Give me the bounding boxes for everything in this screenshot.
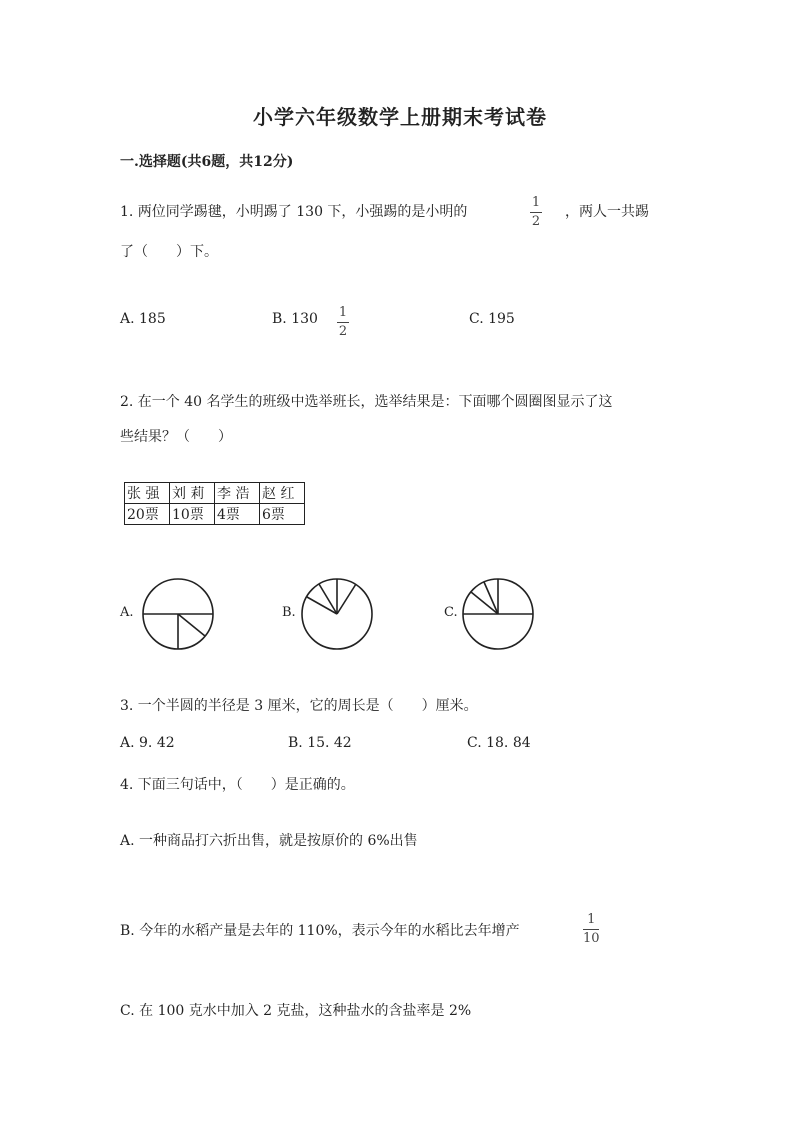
table-cell: 10票 [170, 504, 215, 525]
votes-table [124, 482, 305, 525]
fraction-bar [583, 929, 599, 930]
question-3-option-c: C. 18. 84 [467, 735, 531, 751]
question-4-option-c: C. 在 100 克水中加入 2 克盐，这种盐水的含盐率是 2% [120, 1003, 472, 1019]
question-1-option-b-fraction [337, 306, 349, 339]
question-4-option-b: B. 今年的水稻产量是去年的 110%，表示今年的水稻比去年增产 [120, 923, 520, 939]
question-1-fraction [530, 196, 542, 229]
pie-chart-b [299, 576, 375, 652]
fraction-denominator: 2 [338, 324, 348, 339]
fraction-numerator: 1 [531, 195, 541, 210]
table-cell: 20票 [125, 504, 170, 525]
fraction-denominator: 10 [583, 931, 600, 946]
question-3-option-b: B. 15. 42 [288, 735, 352, 751]
question-3-option-a: A. 9. 42 [120, 735, 175, 751]
section-heading: 一.选择题(共6题，共12分) [120, 154, 294, 170]
pie-chart-c [460, 576, 536, 652]
question-1-option-c: C. 195 [469, 311, 515, 327]
question-1-line1-end: ，两人一共踢 [565, 204, 649, 220]
table-cell: 刘 莉 [170, 483, 215, 504]
table-cell: 张 强 [125, 483, 170, 504]
table-cell: 赵 红 [260, 483, 305, 504]
question-2-line2: 些结果？（ ） [120, 429, 232, 445]
pie-chart-a [140, 576, 216, 652]
table-cell: 4票 [215, 504, 260, 525]
question-4-option-b-fraction [583, 913, 600, 946]
fraction-numerator: 1 [338, 305, 348, 320]
question-2-line1: 2. 在一个 40 名学生的班级中选举班长，选举结果是：下面哪个圆圈图显示了这 [120, 394, 613, 410]
table-cell: 李 浩 [215, 483, 260, 504]
question-1-option-b: B. 130 [272, 311, 318, 327]
pie-a-label: A. [120, 605, 134, 620]
pie-c-label: C. [444, 605, 458, 620]
page-title: 小学六年级数学上册期末考试卷 [253, 105, 547, 129]
question-4-option-a: A. 一种商品打六折出售，就是按原价的 6%出售 [120, 833, 418, 849]
question-4-text: 4. 下面三句话中，（ ）是正确的。 [120, 777, 355, 793]
table-row [125, 504, 305, 525]
table-cell: 6票 [260, 504, 305, 525]
question-1-option-a: A. 185 [120, 311, 166, 327]
question-1-line1: 1. 两位同学踢毽，小明踢了 130 下，小强踢的是小明的 [120, 204, 468, 220]
pie-b-label: B. [282, 605, 296, 620]
fraction-bar [337, 322, 349, 323]
table-row [125, 483, 305, 504]
question-3-text: 3. 一个半圆的半径是 3 厘米，它的周长是（ ）厘米。 [120, 698, 478, 714]
fraction-bar [530, 212, 542, 213]
fraction-numerator: 1 [587, 912, 596, 927]
fraction-denominator: 2 [531, 214, 541, 229]
question-1-line2: 了（ ）下。 [120, 244, 218, 260]
